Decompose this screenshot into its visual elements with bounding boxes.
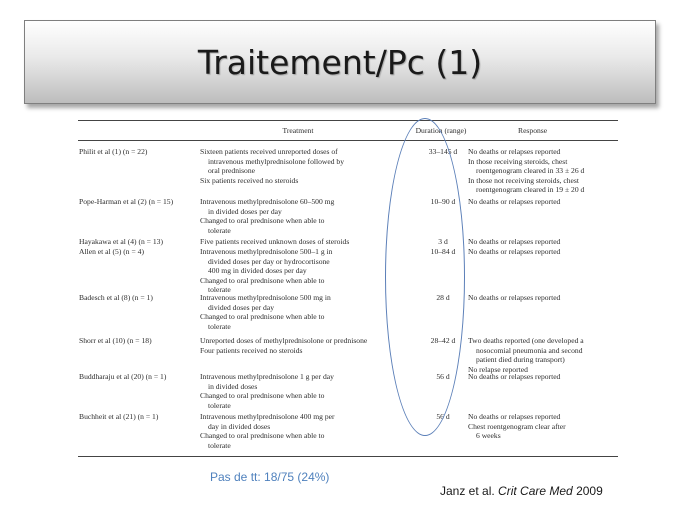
- row-treatment-line: 400 mg in divided doses per day: [208, 266, 307, 276]
- citation-authors: Janz et al.: [440, 484, 495, 498]
- row-response-line: No relapse reported: [468, 364, 528, 374]
- row-treatment-line: Changed to oral prednisone when able to: [200, 312, 325, 322]
- row-response-line: In those receiving steroids, chest: [468, 156, 568, 166]
- row-treatment-line: day in divided doses: [208, 421, 271, 431]
- row-treatment-line: Intravenous methylprednisolone 60–500 mg: [200, 197, 335, 206]
- row-treatment-line: tolerate: [208, 321, 231, 331]
- row-response-line: roentgenogram cleared in 33 ± 26 d: [476, 166, 585, 176]
- row-treatment-line: Intravenous methylprednisolone 400 mg per: [200, 412, 335, 421]
- row-response-line: nosocomial pneumonia and second: [476, 345, 583, 355]
- row-duration: 10–84 d: [430, 247, 456, 256]
- table-top-rule: [78, 120, 618, 121]
- row-response-line: In those not receiving steroids, chest: [468, 175, 579, 185]
- row-treatment-line: oral prednisone: [208, 166, 256, 176]
- header-response: Response: [518, 126, 548, 135]
- citation-year: 2009: [576, 484, 603, 498]
- row-treatment-line: Six patients received no steroids: [200, 175, 299, 185]
- row-duration: 10–90 d: [430, 197, 456, 206]
- row-duration: 56 d: [436, 372, 450, 381]
- row-treatment-line: Sixteen patients received unreported doses of: [200, 147, 338, 156]
- row-study: Shorr et al (10) (n = 18): [79, 336, 152, 345]
- row-treatment-line: divided doses per day or hydrocortisone: [208, 256, 330, 266]
- row-response-line: No deaths or relapses reported: [468, 372, 561, 381]
- row-treatment-line: Changed to oral prednisone when able to: [200, 216, 325, 226]
- row-response-line: No deaths or relapses reported: [468, 293, 561, 302]
- title-box: [24, 20, 656, 104]
- row-treatment-line: Four patients received no steroids: [200, 345, 303, 355]
- row-treatment-line: divided doses per day: [208, 302, 275, 312]
- row-treatment-line: Intravenous methylprednisolone 500–1 g in: [200, 247, 333, 256]
- row-treatment-line: in divided doses per day: [208, 206, 282, 216]
- row-study: Philit et al (1) (n = 22): [79, 147, 148, 156]
- row-response-line: patient died during transport): [476, 355, 565, 365]
- table-header-rule: [78, 140, 618, 141]
- row-study: Pope-Harman et al (2) (n = 15): [79, 197, 174, 206]
- row-response-line: No deaths or relapses reported: [468, 147, 561, 156]
- slide-title: Traitement/Pc (1): [197, 42, 483, 82]
- row-duration: 28 d: [436, 293, 450, 302]
- row-study: Allen et al (5) (n = 4): [79, 247, 145, 256]
- row-treatment-line: Intravenous methylprednisolone 1 g per day: [200, 372, 334, 381]
- row-treatment-line: tolerate: [208, 400, 231, 410]
- row-study: Buddharaju et al (20) (n = 1): [79, 372, 167, 381]
- row-treatment-line: tolerate: [208, 225, 231, 235]
- row-study: Hayakawa et al (4) (n = 13): [79, 237, 163, 246]
- row-response-line: No deaths or relapses reported: [468, 237, 561, 246]
- row-response-line: No deaths or relapses reported: [468, 197, 561, 206]
- row-study: Buchheit et al (21) (n = 1): [79, 412, 159, 421]
- row-duration: 28–42 d: [430, 336, 456, 345]
- row-treatment-line: tolerate: [208, 440, 231, 450]
- row-response-line: 6 weeks: [476, 431, 501, 441]
- row-treatment-line: Changed to oral prednisone when able to: [200, 275, 325, 285]
- duration-highlight-ellipse: [385, 118, 465, 436]
- table-bottom-rule: [78, 456, 618, 457]
- row-treatment-line: tolerate: [208, 285, 231, 295]
- no-treatment-footnote: Pas de tt: 18/75 (24%): [210, 470, 330, 484]
- row-response-line: Chest roentgenogram clear after: [468, 421, 566, 431]
- row-treatment-line: Unreported doses of methylprednisolone or prednisone: [200, 336, 368, 345]
- row-response-line: No deaths or relapses reported: [468, 247, 561, 256]
- header-duration: Duration (range): [415, 126, 467, 135]
- row-response-line: Two deaths reported (one developed a: [468, 336, 584, 345]
- row-study: Badesch et al (8) (n = 1): [79, 293, 153, 302]
- row-treatment-line: Changed to oral prednisone when able to: [200, 391, 325, 401]
- header-treatment: Treatment: [282, 126, 314, 135]
- citation: [440, 484, 603, 498]
- row-treatment-line: in divided doses: [208, 381, 258, 391]
- row-treatment-line: Changed to oral prednisone when able to: [200, 431, 325, 441]
- row-treatment-line: Intravenous methylprednisolone 500 mg in: [200, 293, 331, 302]
- row-response-line: roentgenogram cleared in 19 ± 20 d: [476, 185, 585, 195]
- row-duration: 33–145 d: [428, 147, 458, 156]
- row-duration: 56 d: [436, 412, 450, 421]
- row-response-line: No deaths or relapses reported: [468, 412, 561, 421]
- row-treatment-line: Five patients received unknown doses of steroids: [200, 237, 350, 246]
- row-duration: 3 d: [438, 237, 448, 246]
- citation-journal: Crit Care Med: [498, 484, 573, 498]
- row-treatment-line: intravenous methylprednisolone followed by: [208, 156, 345, 166]
